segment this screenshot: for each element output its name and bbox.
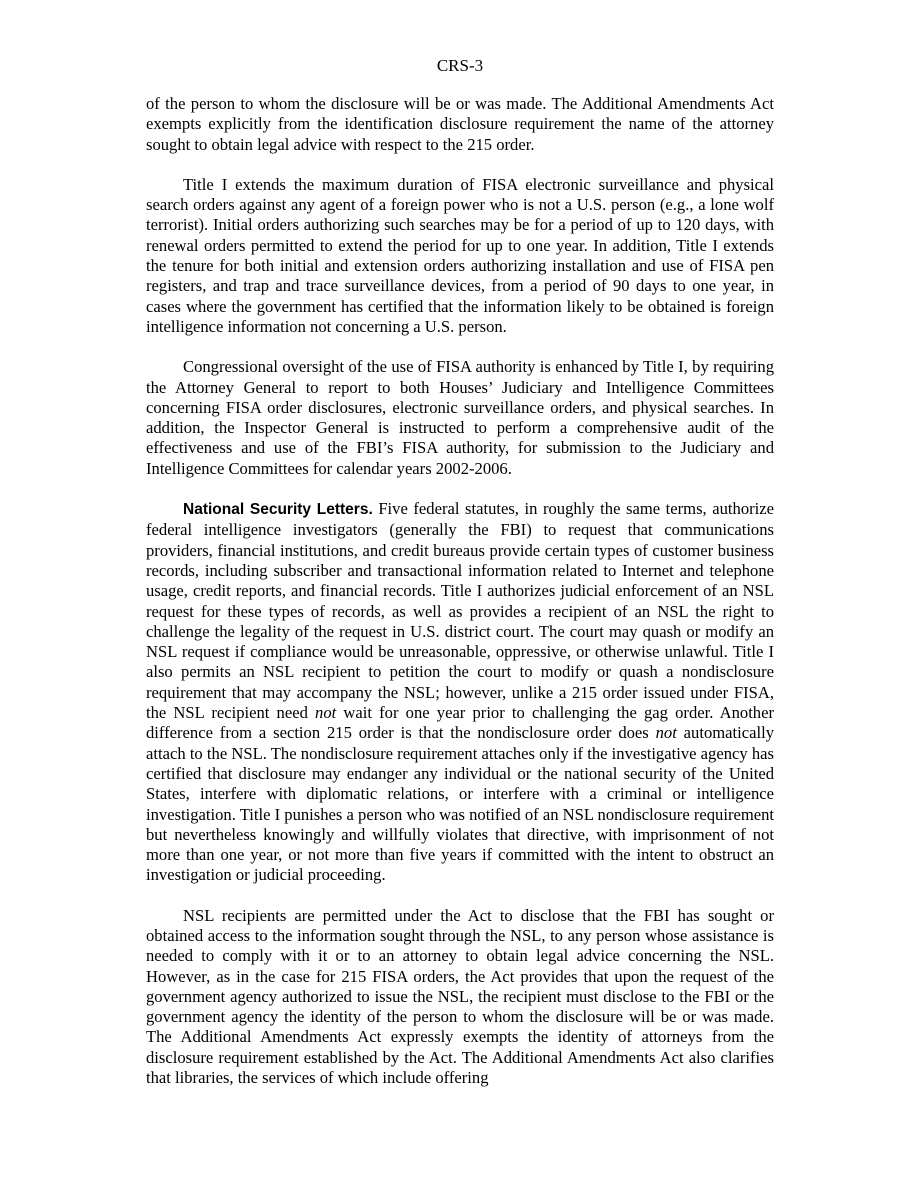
body-text	[146, 94, 774, 1088]
paragraph-congressional-oversight: Congressional oversight of the use of FISA authority is enhanced by Title I, by requiring the Attorney General to report to both Houses’ Judiciary and Intelligence Committees concerning FISA order disclosures, electronic surveillance orders, and physical searches. In addition, the Inspector General is instructed to perform a comprehensive audit of the effectiveness and use of the FBI’s FISA authority, for submission to the Judiciary and Intelligence Committees for calendar years 2002-2006.	[146, 357, 774, 478]
page-number: CRS-3	[436, 56, 484, 75]
nsl-text-segment-2: wait for one year prior to challenging the gag order. Another difference from a section 215 order is that the nondisclosure order does	[146, 703, 774, 743]
nsl-text-segment-3: automatically attach to the NSL. The nondisclosure requirement attaches only if the investigative agency has certified that disclosure may endanger any individual or the national security of the United States, interfere with diplomatic relations, or interfere with a criminal or intelligence investigation. Title I punishes a person who was notified of an NSL nondisclosure requirement but nevertheless knowingly and willfully violates that directive, with imprisonment of not more than one year, or not more than five years if committed with the intent to obstruct an investigation or judicial proceeding.	[146, 723, 775, 885]
paragraph-continuation: of the person to whom the disclosure will be or was made. The Additional Amendments Act exempts explicitly from the identification disclosure requirement the name of the attorney sought to obtain legal advice with respect to the 215 order.	[146, 94, 774, 154]
nsl-text-segment-1: Five federal statutes, in roughly the same terms, authorize federal intelligence investigators (generally the FBI) to request that communications providers, financial institutions, and credit bureaus provide certain types of customer business records, including subscriber and transactional information related to Internet and telephone usage, credit reports, and financial records. Title I authorizes judicial enforcement of an NSL request for these types of records, as well as provides a recipient of an NSL the right to challenge the legality of the request in U.S. district court. The court may quash or modify an NSL request if compliance would be unreasonable, oppressive, or otherwise unlawful. Title I also permits an NSL recipient to petition the court to modify or quash a nondisclosure requirement that may accompany the NSL; however, unlike a 215 order issued under FISA, the NSL recipient need	[146, 499, 774, 723]
paragraph-national-security-letters	[146, 499, 774, 886]
paragraph-duration-extension: Title I extends the maximum duration of FISA electronic surveillance and physical search orders against any agent of a foreign power who is not a U.S. person (e.g., a lone wolf terrorist). Initial orders authorizing such searches may be for a period of up to 120 days, with renewal orders permitted to extend the period for up to one year. In addition, Title I extends the tenure for both initial and extension orders authorizing installation and use of FISA pen registers, and trap and trace surveillance devices, from a period of 90 days to one year, in cases where the government has certified that the information likely to be obtained is foreign intelligence information not concerning a U.S. person.	[146, 174, 774, 336]
paragraph-nsl-recipients: NSL recipients are permitted under the Act to disclose that the FBI has sought or obtained access to the information sought through the NSL, to any person whose assistance is needed to comply with it or to an attorney to obtain legal advice concerning the NSL. However, as in the case for 215 FISA orders, the Act provides that upon the request of the government agency authorized to issue the NSL, the recipient must disclose to the FBI or the government agency the identity of the person to whom the disclosure will be or was made. The Additional Amendments Act expressly exempts the identity of attorneys from the disclosure requirement established by the Act. The Additional Amendments Act also clarifies that libraries, the services of which include offering	[146, 905, 774, 1088]
section-heading-nsl: National Security Letters.	[183, 501, 373, 519]
emphasis-not-2: not	[655, 723, 677, 743]
emphasis-not-1: not	[315, 703, 337, 723]
